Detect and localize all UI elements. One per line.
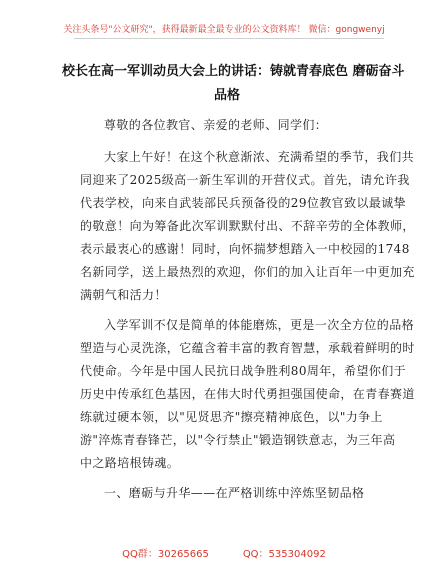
para1-line: 名新同学，送上最热烈的欢迎，你们的加入让百年一中更加充 [80,265,415,279]
para1-line: 代表学校，向来自武装部民兵预备役的29位教官致以最诚挚 [80,196,407,210]
para2-line: 中之路培根铸魂。 [80,456,180,470]
document-title [62,60,405,108]
para1-line: 表示最衷心的感谢！同时，向怀揣梦想踏入一中校园的1748 [80,242,410,256]
para2-line: 入学军训不仅是简单的体能磨炼，更是一次全方位的品格 [104,318,415,332]
para1-line: 同迎来了2025级高一新生军训的开营仪式。首先，请允许我 [80,173,410,187]
footer-contact [0,545,448,560]
para2-line: 代使命。今年是中国人民抗日战争胜利80周年，希望你们于 [80,364,407,378]
title-line-1: 校长在高一军训动员大会上的讲话：铸就青春底色 磨砺奋斗 [62,64,405,79]
para2-line: 塑造与心灵洗涤，它蕴含着丰富的教育智慧，承载着鲜明的时 [80,341,415,355]
title-line-2: 品格 [213,88,240,103]
salutation [80,114,380,137]
footer-qq: QQ：535304092 [242,549,326,560]
para2-line: 游"淬炼青春锋芒，以"令行禁止"锻造钢铁意志，为三年高 [80,433,396,447]
paragraph-military-training [80,314,415,475]
header-divider [74,38,384,39]
footer-qq-group: QQ群：30265665 [122,549,209,560]
para1-line: 满朝气和活力！ [80,288,167,302]
salutation-text: 尊敬的各位教官、亲爱的老师、同学们： [104,118,328,132]
para2-line: 历史中传承红色基因，在伟大时代勇担强国使命，在青春赛道 [80,387,415,401]
section-heading-1 [80,482,380,505]
section-heading-text: 一、磨砺与升华——在严格训练中淬炼坚韧品格 [104,486,365,500]
para1-line: 大家上午好！在这个秋意渐浓、充满希望的季节，我们共 [104,150,415,164]
para2-line: 练就过硬本领，以"见贤思齐"擦亮精神底色，以"力争上 [80,410,383,424]
para1-line: 的敬意！向为筹备此次军训默默付出、不辞辛劳的全体教师， [80,219,415,233]
header-promo-note: 关注头条号"公文研究"，获得最新最全最专业的公文资料库！ 微信：gongwenyj [63,25,385,35]
paragraph-opening [80,146,415,307]
